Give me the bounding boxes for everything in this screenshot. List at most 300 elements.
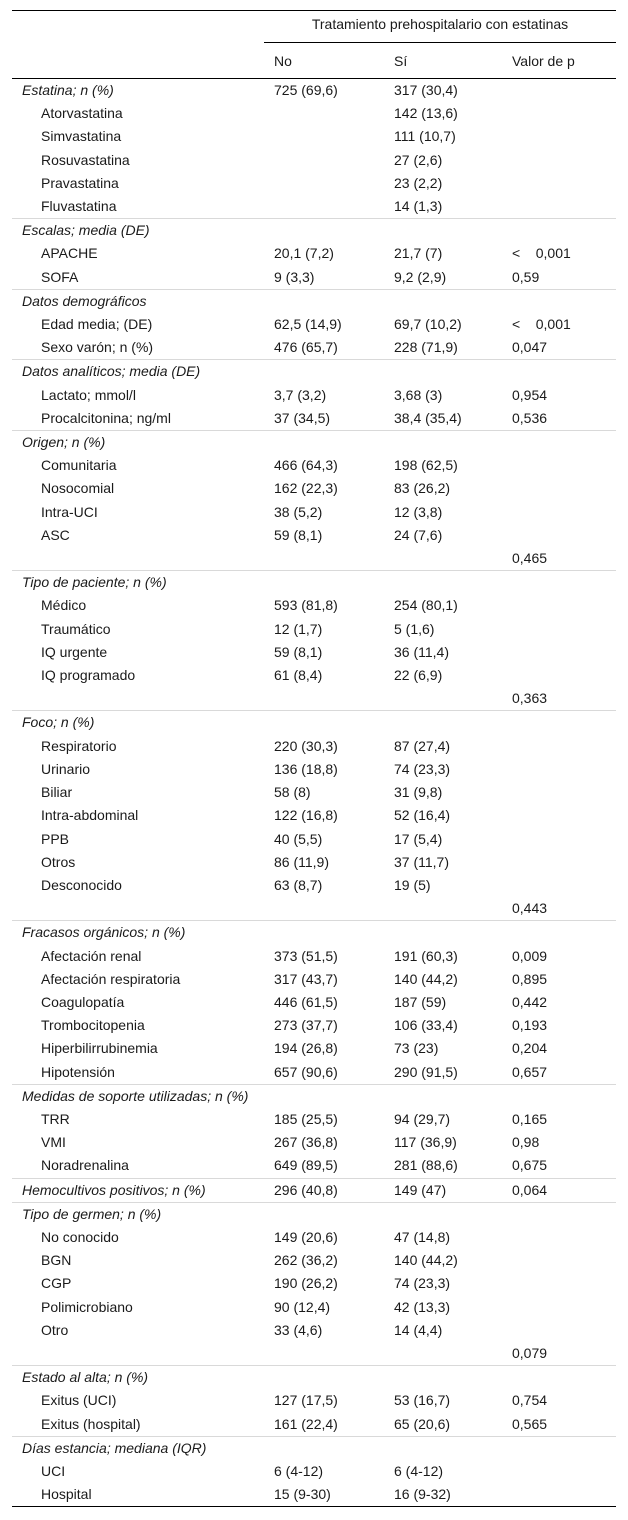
row-label: Hipotensión (41, 1063, 115, 1080)
row-label: Hiperbilirrubinemia (41, 1040, 158, 1057)
row-label: Simvastatina (41, 128, 122, 145)
row-label: Médico (41, 597, 87, 614)
cell-p-value (502, 1296, 616, 1319)
row-label: PPB (41, 830, 70, 847)
cell-no (264, 1366, 384, 1390)
section-row (12, 431, 616, 455)
cell-p-value: 0,465 (512, 550, 548, 567)
table-row (12, 454, 616, 477)
table-row (12, 1460, 616, 1483)
cell-no: 59 (8,1) (274, 643, 323, 660)
table-row (12, 1131, 616, 1154)
cell-si: 187 (59) (394, 993, 447, 1010)
cell-p-value (502, 921, 616, 945)
row-label: Escalas; media (DE) (12, 219, 264, 243)
row-label: Urinario (41, 760, 91, 777)
cell-no (264, 1202, 384, 1226)
row-label: Procalcitonina; ng/ml (41, 409, 171, 426)
row-label: TRR (41, 1110, 70, 1127)
cell-p-value: 0,442 (512, 993, 548, 1010)
row-label: Días estancia; mediana (IQR) (12, 1436, 264, 1460)
cell-si (384, 431, 502, 455)
cell-si: 317 (30,4) (394, 82, 458, 98)
table-row (12, 897, 616, 921)
row-label: No conocido (41, 1228, 119, 1245)
cell-si: 106 (33,4) (394, 1017, 458, 1034)
cell-si: 19 (5) (394, 876, 431, 893)
table-row (12, 242, 616, 265)
cell-no: 296 (40,8) (264, 1178, 384, 1202)
table-row (12, 149, 616, 172)
cell-si: 38,4 (35,4) (394, 409, 462, 426)
row-label: Origen; n (%) (12, 431, 264, 455)
statin-table-container (12, 10, 616, 1507)
table-body (12, 79, 616, 1507)
cell-si: 36 (11,4) (394, 643, 449, 660)
row-label: Fracasos orgánicos; n (%) (12, 921, 264, 945)
table-row (12, 1061, 616, 1085)
cell-si: 3,68 (3) (394, 386, 443, 403)
row-label: Datos analíticos; media (DE) (12, 360, 264, 384)
row-label: Medidas de soporte utilizadas; n (%) (12, 1084, 264, 1108)
header-empty-cell (12, 11, 264, 46)
table-row (12, 594, 616, 617)
cell-no: 476 (65,7) (274, 339, 338, 356)
header-label-cell (12, 45, 264, 79)
row-label: Pravastatina (41, 174, 119, 191)
cell-no (264, 1342, 384, 1366)
cell-p-value (502, 804, 616, 827)
cell-p-value (502, 172, 616, 195)
row-label: Traumático (41, 620, 111, 637)
col-header-si: Sí (384, 45, 502, 79)
section-row (12, 79, 616, 103)
cell-si (384, 219, 502, 243)
row-label: Foco; n (%) (12, 711, 264, 735)
cell-si: 140 (44,2) (394, 970, 458, 987)
section-row (12, 571, 616, 595)
cell-si: 24 (7,6) (394, 526, 443, 543)
row-label: Respiratorio (41, 737, 117, 754)
row-label: Otro (41, 1321, 69, 1338)
cell-p-value (502, 758, 616, 781)
table-row (12, 781, 616, 804)
row-label: Desconocido (41, 876, 122, 893)
cell-no: 725 (69,6) (274, 82, 338, 98)
row-label: ASC (41, 526, 70, 543)
cell-si (384, 1202, 502, 1226)
cell-si: 290 (91,5) (394, 1063, 458, 1080)
table-row (12, 664, 616, 687)
row-label: APACHE (41, 245, 98, 262)
row-label: Comunitaria (41, 457, 117, 474)
cell-p-value: 0,047 (512, 339, 548, 356)
row-label: Atorvastatina (41, 105, 123, 122)
cell-p-value (502, 641, 616, 664)
cell-no: 262 (36,2) (274, 1252, 338, 1269)
cell-no: 15 (9-30) (264, 1483, 384, 1507)
cell-p-value (502, 524, 616, 547)
cell-p-value (502, 501, 616, 524)
cell-si (384, 1084, 502, 1108)
cell-si: 52 (16,4) (394, 807, 451, 824)
group-header-label: Tratamiento prehospitalario con estatinas (264, 13, 616, 42)
cell-p-value (502, 851, 616, 874)
cell-no (264, 102, 384, 125)
cell-no: 190 (26,2) (274, 1275, 338, 1292)
cell-si (384, 547, 502, 571)
cell-si: 14 (1,3) (394, 198, 443, 215)
row-label: SOFA (41, 268, 79, 285)
cell-si: 42 (13,3) (394, 1298, 451, 1315)
row-label: Intra-abdominal (41, 807, 139, 824)
table-row (12, 641, 616, 664)
cell-si: 198 (62,5) (394, 457, 458, 474)
cell-si (384, 1342, 502, 1366)
cell-si: 12 (3,8) (394, 503, 443, 520)
cell-si (384, 1436, 502, 1460)
cell-si: 117 (36,9) (394, 1134, 457, 1151)
row-label (12, 897, 264, 921)
cell-p-value (502, 1366, 616, 1390)
col-header-no: No (264, 45, 384, 79)
cell-p-value: 0,754 (512, 1392, 548, 1409)
cell-p-value: < 0,001 (512, 316, 571, 333)
cell-no: 373 (51,5) (274, 947, 338, 964)
cell-p-value: 0,536 (512, 409, 548, 426)
cell-no (264, 1084, 384, 1108)
table-row (12, 313, 616, 336)
cell-p-value (502, 828, 616, 851)
cell-no: 593 (81,8) (274, 597, 338, 614)
row-label: Afectación respiratoria (41, 970, 181, 987)
cell-si: 31 (9,8) (394, 784, 443, 801)
cell-p-value (502, 664, 616, 687)
cell-si (384, 1366, 502, 1390)
cell-si: 111 (10,7) (394, 128, 456, 145)
table-row (12, 524, 616, 547)
cell-p-value (502, 477, 616, 500)
row-label: Exitus (hospital) (41, 1415, 141, 1432)
table-row (12, 1483, 616, 1507)
row-label: Intra-UCI (41, 503, 98, 520)
cell-p-value: 0,064 (502, 1178, 616, 1202)
row-label: Hemocultivos positivos; n (%) (12, 1178, 264, 1202)
row-label: UCI (41, 1462, 66, 1479)
cell-p-value (502, 454, 616, 477)
row-label: IQ urgente (41, 643, 108, 660)
cell-si: 254 (80,1) (394, 597, 458, 614)
cell-si (384, 711, 502, 735)
row-label: Estatina; n (%) (22, 82, 114, 98)
table-row (12, 1296, 616, 1319)
table-row (12, 125, 616, 148)
cell-si (384, 360, 502, 384)
section-row (12, 1202, 616, 1226)
cell-p-value: 0,895 (512, 970, 548, 987)
table-row (12, 501, 616, 524)
cell-si (384, 687, 502, 711)
section-row (12, 1436, 616, 1460)
cell-no: 185 (25,5) (274, 1110, 338, 1127)
cell-p-value (502, 1226, 616, 1249)
table-row (12, 102, 616, 125)
cell-no: 12 (1,7) (274, 620, 323, 637)
cell-p-value (502, 289, 616, 313)
cell-no: 657 (90,6) (274, 1063, 338, 1080)
table-row (12, 1108, 616, 1131)
row-label: Estado al alta; n (%) (12, 1366, 264, 1390)
cell-p-value (502, 102, 616, 125)
cell-si: 74 (23,3) (394, 760, 451, 777)
cell-si: 69,7 (10,2) (394, 316, 462, 333)
group-header (264, 11, 616, 46)
cell-si: 23 (2,2) (394, 174, 443, 191)
cell-no: 162 (22,3) (274, 480, 338, 497)
cell-p-value (502, 79, 616, 103)
cell-si: 37 (11,7) (394, 853, 449, 870)
table-row (12, 1342, 616, 1366)
cell-si: 73 (23) (394, 1040, 439, 1057)
cell-no (264, 687, 384, 711)
cell-no: 127 (17,5) (274, 1392, 338, 1409)
cell-no: 317 (43,7) (274, 970, 338, 987)
table-row (12, 945, 616, 968)
cell-si: 228 (71,9) (394, 339, 458, 356)
cell-p-value (502, 1249, 616, 1272)
section-row (12, 1084, 616, 1108)
table-row (12, 687, 616, 711)
table-header (12, 11, 616, 79)
cell-p-value: 0,363 (512, 690, 548, 707)
table-row (12, 477, 616, 500)
cell-si: 47 (14,8) (394, 1228, 451, 1245)
table-row (12, 828, 616, 851)
table-row (12, 618, 616, 641)
cell-no (264, 1436, 384, 1460)
header-row-group (12, 11, 616, 46)
cell-si: 17 (5,4) (394, 830, 443, 847)
cell-p-value (502, 1460, 616, 1483)
cell-no: 273 (37,7) (274, 1017, 338, 1034)
table-row (12, 1037, 616, 1060)
cell-si: 74 (23,3) (394, 1275, 451, 1292)
cell-p-value (502, 874, 616, 897)
cell-p-value: 0,079 (512, 1344, 548, 1361)
cell-p-value: 0,193 (512, 1017, 548, 1034)
cell-p-value: < 0,001 (512, 245, 571, 262)
cell-p-value (502, 618, 616, 641)
cell-p-value (502, 219, 616, 243)
cell-si: 94 (29,7) (394, 1110, 451, 1127)
cell-no: 149 (20,6) (274, 1228, 338, 1245)
cell-si: 83 (26,2) (394, 480, 451, 497)
cell-no: 62,5 (14,9) (274, 316, 342, 333)
cell-p-value (502, 711, 616, 735)
cell-no: 446 (61,5) (274, 993, 338, 1010)
cell-no (264, 921, 384, 945)
section-row (12, 1366, 616, 1390)
cell-no: 37 (34,5) (274, 409, 331, 426)
cell-si: 16 (9-32) (384, 1483, 502, 1507)
row-label: CGP (41, 1275, 72, 1292)
cell-no: 33 (4,6) (274, 1321, 323, 1338)
cell-p-value (502, 1483, 616, 1507)
row-label: Lactato; mmol/l (41, 386, 136, 403)
row-label: Biliar (41, 784, 73, 801)
cell-p-value: 0,165 (512, 1110, 548, 1127)
row-label: Afectación renal (41, 947, 142, 964)
table-row (12, 1014, 616, 1037)
cell-no: 9 (3,3) (274, 268, 315, 285)
cell-no (264, 897, 384, 921)
cell-no: 136 (18,8) (274, 760, 338, 777)
cell-p-value: 0,443 (512, 900, 548, 917)
table-row (12, 758, 616, 781)
cell-p-value (502, 1202, 616, 1226)
table-row (12, 991, 616, 1014)
section-row (12, 1178, 616, 1202)
cell-si: 5 (1,6) (394, 620, 435, 637)
cell-no (264, 289, 384, 313)
table-row (12, 172, 616, 195)
row-label: Datos demográficos (12, 289, 264, 313)
cell-si: 21,7 (7) (394, 245, 443, 262)
row-label: Otros (41, 853, 76, 870)
section-row (12, 921, 616, 945)
cell-si: 191 (60,3) (394, 947, 458, 964)
cell-p-value: 0,009 (512, 947, 548, 964)
table-row (12, 1413, 616, 1437)
cell-si: 9,2 (2,9) (394, 268, 447, 285)
section-row (12, 219, 616, 243)
cell-no: 40 (5,5) (274, 830, 323, 847)
cell-si: 6 (4-12) (394, 1462, 444, 1479)
cell-no: 649 (89,5) (274, 1157, 338, 1174)
cell-p-value (502, 1272, 616, 1295)
cell-no: 59 (8,1) (274, 526, 323, 543)
row-label: Exitus (UCI) (41, 1392, 117, 1409)
header-row-columns (12, 45, 616, 79)
row-label: Rosuvastatina (41, 151, 130, 168)
row-label (12, 547, 264, 571)
cell-no: 466 (64,3) (274, 457, 338, 474)
cell-no (264, 172, 384, 195)
row-label: Coagulopatía (41, 993, 125, 1010)
cell-si: 149 (47) (384, 1178, 502, 1202)
cell-si: 53 (16,7) (394, 1392, 451, 1409)
cell-no (264, 149, 384, 172)
cell-p-value (502, 735, 616, 758)
cell-no (264, 360, 384, 384)
cell-no: 3,7 (3,2) (274, 386, 327, 403)
section-row (12, 289, 616, 313)
cell-p-value: 0,565 (512, 1415, 548, 1432)
cell-si: 87 (27,4) (394, 737, 451, 754)
table-row (12, 968, 616, 991)
cell-si (384, 571, 502, 595)
cell-si: 281 (88,6) (394, 1157, 458, 1174)
cell-si (384, 289, 502, 313)
cell-no (264, 711, 384, 735)
cell-no: 220 (30,3) (274, 737, 338, 754)
table-row (12, 1319, 616, 1342)
cell-p-value: 0,98 (512, 1134, 540, 1151)
cell-p-value: 0,954 (512, 386, 548, 403)
cell-no: 38 (5,2) (274, 503, 323, 520)
row-label: IQ programado (41, 667, 136, 684)
row-label: BGN (41, 1252, 72, 1269)
row-label (12, 1342, 264, 1366)
cell-p-value (502, 1436, 616, 1460)
cell-no: 161 (22,4) (274, 1415, 338, 1432)
cell-no: 90 (12,4) (274, 1298, 331, 1315)
row-label: Hospital (12, 1483, 264, 1507)
cell-no: 122 (16,8) (274, 807, 338, 824)
table-row (12, 195, 616, 219)
cell-no (264, 571, 384, 595)
cell-no (264, 431, 384, 455)
cell-p-value (502, 125, 616, 148)
cell-no (264, 195, 384, 219)
row-label: Noradrenalina (41, 1157, 129, 1174)
cell-no: 86 (11,9) (274, 853, 329, 870)
cell-p-value (502, 781, 616, 804)
cell-si: 14 (4,4) (394, 1321, 443, 1338)
table-row (12, 874, 616, 897)
cell-si: 22 (6,9) (394, 667, 443, 684)
row-label: Polimicrobiano (41, 1298, 133, 1315)
cell-no: 267 (36,8) (274, 1134, 338, 1151)
cell-p-value (502, 594, 616, 617)
table-row (12, 851, 616, 874)
table-row (12, 1249, 616, 1272)
table-row (12, 547, 616, 571)
cell-p-value (502, 571, 616, 595)
table-row (12, 735, 616, 758)
cell-no: 6 (4-12) (274, 1462, 324, 1479)
table-row (12, 1272, 616, 1295)
table-row (12, 336, 616, 360)
cell-p-value (502, 360, 616, 384)
cell-no: 194 (26,8) (274, 1040, 338, 1057)
cell-p-value: 0,59 (512, 268, 540, 285)
row-label: Sexo varón; n (%) (41, 339, 154, 356)
cell-no (264, 125, 384, 148)
col-header-p-value: Valor de p (502, 45, 616, 79)
row-label: Tipo de paciente; n (%) (12, 571, 264, 595)
cell-p-value (502, 431, 616, 455)
cell-p-value: 0,675 (512, 1157, 548, 1174)
section-row (12, 360, 616, 384)
cell-si: 27 (2,6) (394, 151, 443, 168)
cell-no (264, 219, 384, 243)
cell-p-value (502, 195, 616, 219)
table-row (12, 804, 616, 827)
table-row (12, 384, 616, 407)
section-row (12, 711, 616, 735)
row-label: Trombocitopenia (41, 1017, 145, 1034)
row-label (12, 687, 264, 711)
cell-p-value (502, 149, 616, 172)
table-row (12, 1389, 616, 1412)
cell-si: 142 (13,6) (394, 105, 458, 122)
table-row (12, 407, 616, 431)
table-row (12, 1226, 616, 1249)
row-label: Nosocomial (41, 480, 115, 497)
cell-p-value: 0,204 (512, 1040, 548, 1057)
cell-p-value (502, 1084, 616, 1108)
